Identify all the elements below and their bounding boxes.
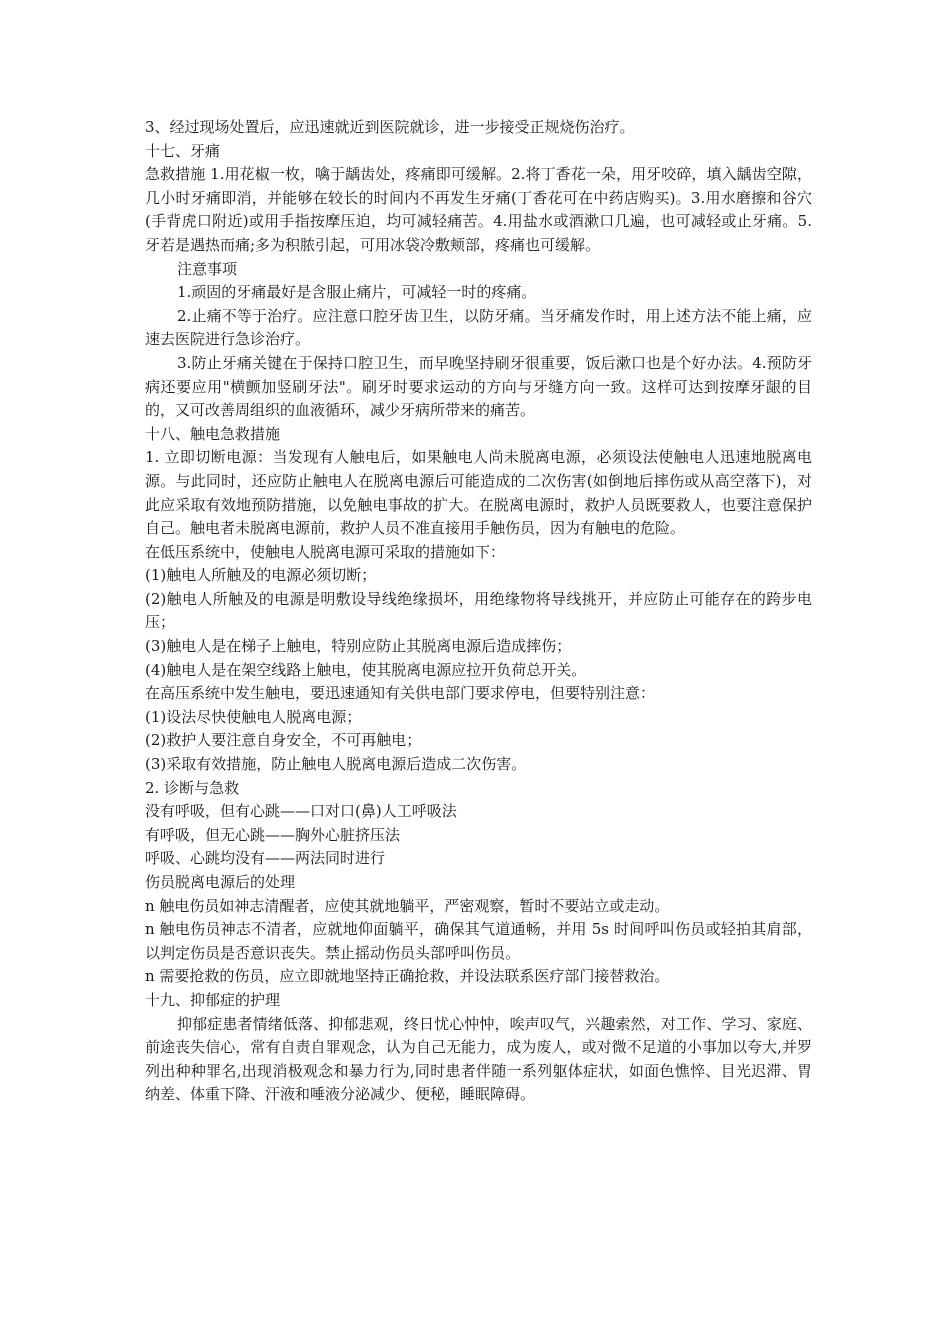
paragraph-cut-power: 1. 立即切断电源：当发现有人触电后，如果触电人尚未脱离电源，必须设法使触电人迅速地脱离电源。与此同时，还应防止触电人在脱离电源后可能造成的二次伤害(如倒地后摔伤或从高空落下)，对此应采取有效地预防措施，以免触电事故的扩大。在脱离电源时，救护人员既要救人，也要注意保护自己。触电者未脱离电源前，救护人员不准直接用手触伤员，因为有触电的危险。 — [145, 448, 812, 538]
paragraph-low-voltage-intro: 在低压系统中，使触电人脱离电源可采取的措施如下： — [145, 542, 506, 561]
list-item-high-voltage-1: (1)设法尽快使触电人脱离电源； — [145, 707, 362, 726]
paragraph-depression-care: 抑郁症患者情绪低落、抑郁悲观，终日忧心忡忡，唉声叹气，兴趣索然，对工作、学习、家庭、前途丧失信心，常有自责自罪观念，认为自己无能力，成为废人，或对微不足道的小事加以夸大,并罗列出种种罪名,出现消极观念和暴力行为,同时患者伴随一系列躯体症状，如面色憔悴、目光迟滞、胃纳差、体重下降、汗液和唾液分泌减少、便秘，睡眠障碍。 — [145, 1014, 812, 1104]
paragraph-diagnosis-2: 有呼吸，但无心跳——胸外心脏挤压法 — [145, 825, 401, 844]
paragraph-precaution-3: 3.防止牙痛关键在于保持口腔卫生，而早晚坚持刷牙很重要，饭后漱口也是个好办法。4.预防牙病还要应用"横颤加竖刷牙法"。刷牙时要求运动的方向与牙缝方向一致。这样可达到按摩牙龈的目的，又可改善周组织的血液循环，减少牙病所带来的痛苦。 — [145, 353, 812, 420]
list-item-after-removal-3: n 需要抢救的伤员，应立即就地坚持正确抢救，并设法联系医疗部门接替救治。 — [145, 967, 670, 986]
list-item-high-voltage-2: (2)救护人要注意自身安全，不可再触电； — [145, 731, 422, 750]
heading-depression-care: 十九、抑郁症的护理 — [145, 990, 281, 1009]
paragraph-precaution-2: 2.止痛不等于治疗。应注意口腔牙齿卫生，以防牙痛。当牙痛发作时，用上述方法不能上痛，应速去医院进行急诊治疗。 — [145, 306, 812, 349]
list-item-after-removal-1: n 触电伤员如神志清醒者，应使其就地躺平，严密观察，暂时不要站立或走动。 — [145, 896, 670, 915]
paragraph-diagnosis-3: 呼吸、心跳均没有——两法同时进行 — [145, 849, 386, 868]
paragraph-precaution-1: 1.顽固的牙痛最好是含服止痛片，可减轻一时的疼痛。 — [177, 283, 537, 302]
heading-electric-shock: 十八、触电急救措施 — [145, 424, 281, 443]
paragraph-high-voltage-intro: 在高压系统中发生触电，要迅速通知有关供电部门要求停电，但要特别注意： — [145, 684, 656, 703]
list-item-low-voltage-1: (1)触电人所触及的电源必须切断； — [145, 566, 377, 585]
list-item-low-voltage-4: (4)触电人是在架空线路上触电，使其脱离电源应拉开负荷总开关。 — [145, 660, 587, 679]
list-item-after-removal-2: n 触电伤员神志不清者，应就地仰面躺平，确保其气道通畅，并用 5s 时间呼叫伤员或轻拍其肩部，以判定伤员是否意识丧失。禁止摇动伤员头部呼叫伤员。 — [145, 920, 812, 962]
heading-toothache: 十七、牙痛 — [145, 141, 221, 160]
paragraph-toothache-first-aid: 急救措施 1.用花椒一枚，噙于龋齿处，疼痛即可缓解。2.将丁香花一朵，用牙咬碎，填入龋齿空隙，几小时牙痛即消，并能够在较长的时间内不再发生牙痛(丁香花可在中药店购买)。3.用水磨擦和谷穴(手背虎口附近)或用手指按摩压迫，均可减轻痛苦。4.用盐水或酒漱口几遍，也可减轻或止牙痛。5.牙若是遇热而痛;多为积脓引起，可用冰袋冷敷颊部，疼痛也可缓解。 — [145, 165, 812, 254]
subheading-diagnosis: 2. 诊断与急救 — [145, 778, 240, 797]
list-item-low-voltage-2: (2)触电人所触及的电源是明敷设导线绝缘损坏，用绝缘物将导线挑开，并应防止可能存在的跨步电压； — [145, 589, 812, 632]
subheading-precautions: 注意事项 — [177, 259, 238, 278]
paragraph-burn-step-3: 3、经过现场处置后，应迅速就近到医院就诊，进一步接受正规烧伤治疗。 — [145, 118, 635, 136]
list-item-high-voltage-3: (3)采取有效措施，防止触电人脱离电源后造成二次伤害。 — [145, 755, 527, 774]
subheading-after-removal: 伤员脱离电源后的处理 — [145, 873, 296, 891]
list-item-low-voltage-3: (3)触电人是在梯子上触电，特别应防止其脱离电源后造成摔伤； — [145, 637, 572, 656]
paragraph-diagnosis-1: 没有呼吸，但有心跳——口对口(鼻)人工呼吸法 — [145, 802, 457, 821]
